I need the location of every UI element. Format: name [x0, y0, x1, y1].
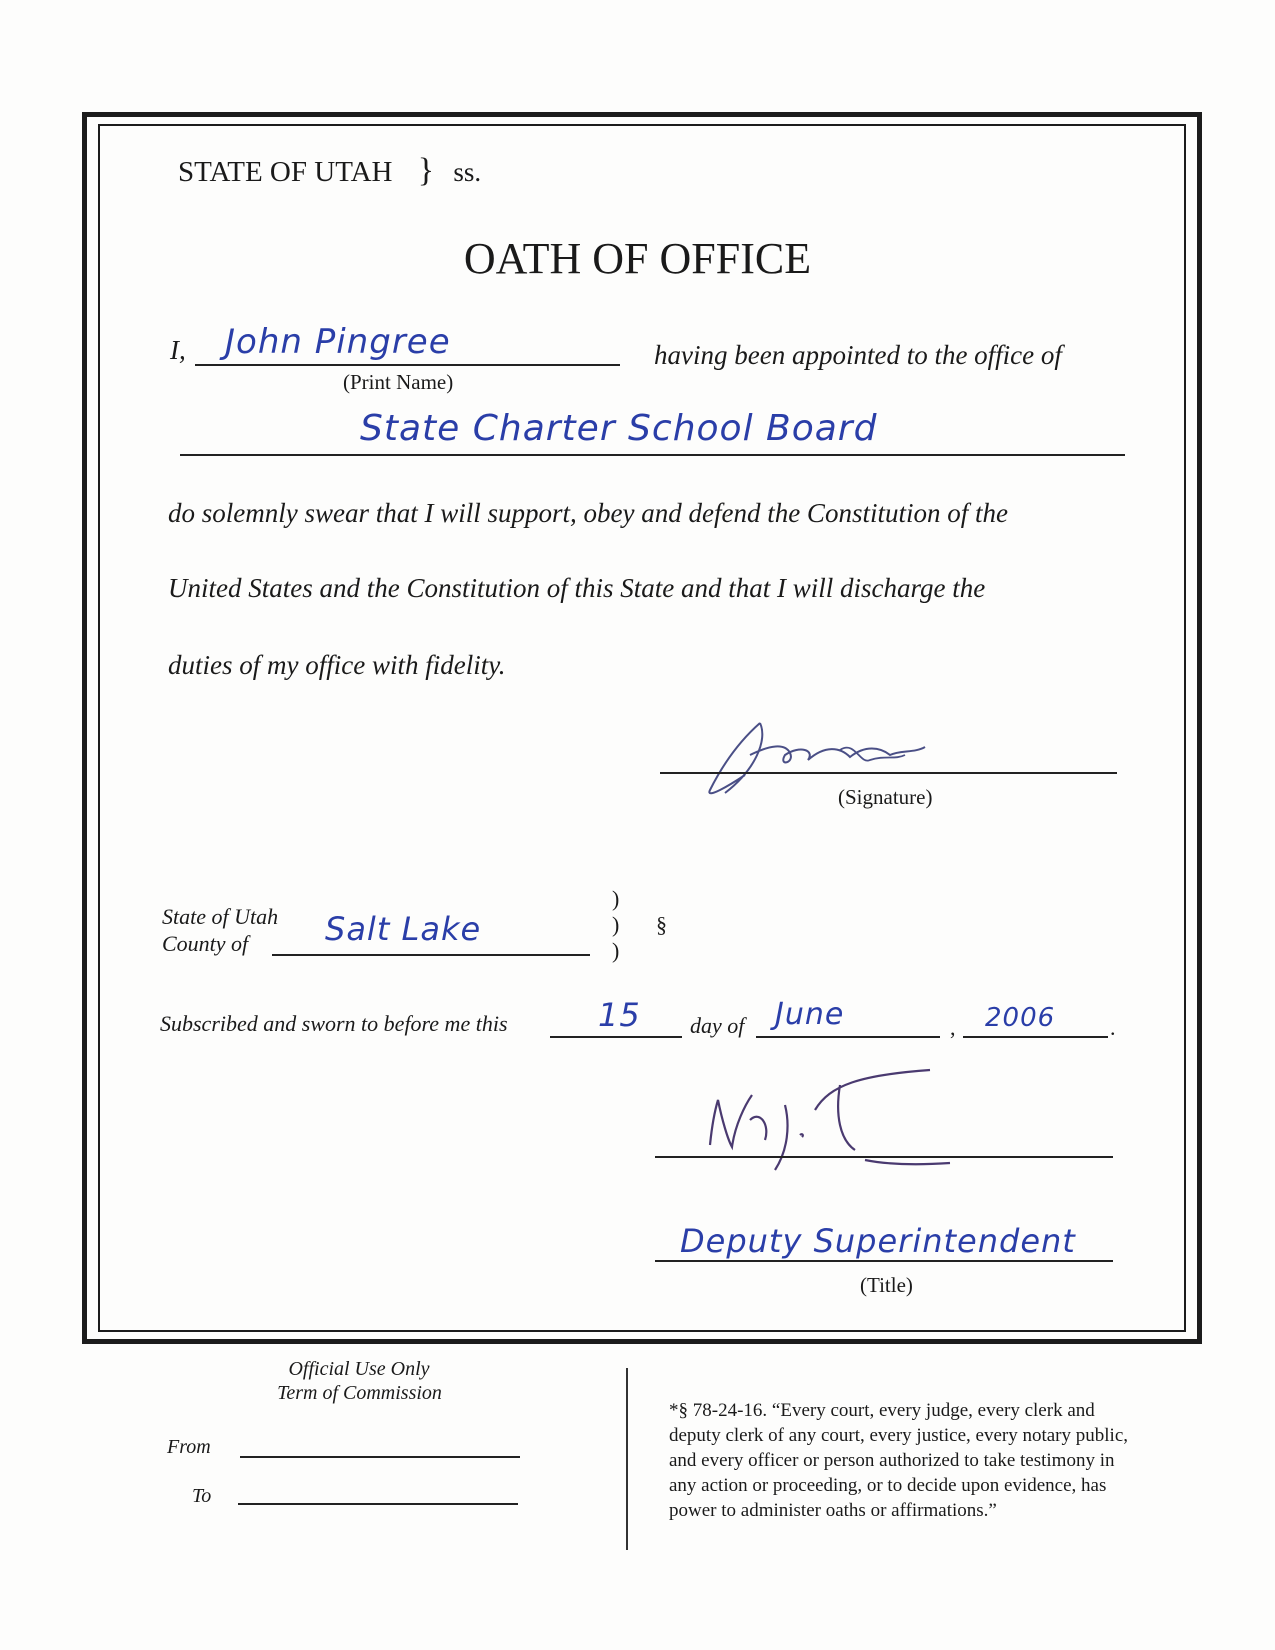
- page-title: OATH OF OFFICE: [463, 234, 812, 283]
- date-comma: ,: [950, 1015, 956, 1040]
- subscribed-text: Subscribed and sworn to before me this: [160, 1011, 508, 1036]
- title-line: [655, 1260, 1113, 1262]
- month-value: June: [775, 997, 845, 1032]
- from-label: From: [167, 1436, 211, 1458]
- day-line: [550, 1036, 682, 1038]
- to-line: [238, 1503, 518, 1505]
- print-name-value: John Pingree: [225, 322, 451, 362]
- date-period: .: [1110, 1015, 1116, 1040]
- state-label: STATE OF UTAH: [178, 156, 393, 188]
- oath-line-1: do solemnly swear that I will support, obey and defend the Constitution of the: [168, 498, 1008, 528]
- oath-prefix: I,: [170, 335, 186, 365]
- jurat-county-label: County of: [162, 931, 249, 956]
- month-line: [756, 1036, 940, 1038]
- print-name-caption: (Print Name): [343, 370, 454, 394]
- title-caption: (Title): [860, 1273, 913, 1297]
- year-line: [963, 1036, 1108, 1038]
- county-value: Salt Lake: [325, 910, 482, 948]
- statute-line-2: deputy clerk of any court, every justice, every notary public,: [669, 1425, 1128, 1446]
- form-border-inner: [98, 124, 1186, 1332]
- section-divider: [626, 1368, 628, 1550]
- signature-caption: (Signature): [838, 785, 933, 809]
- year-value: 2006: [985, 1003, 1056, 1033]
- statute-line-3: and every officer or person authorized to take testimony in: [669, 1450, 1115, 1471]
- statute-line-5: power to administer oaths or affirmations.”: [669, 1500, 997, 1521]
- paren-1: ): [612, 886, 620, 911]
- officer-signature-image: [690, 1065, 1010, 1185]
- office-line: [180, 454, 1125, 456]
- paren-2: ): [612, 912, 620, 937]
- statute-text: [669, 1398, 1128, 1523]
- statute-line-4: any action or proceeding, or to decide upon evidence, has: [669, 1475, 1107, 1496]
- statute-line-1: *§ 78-24-16. “Every court, every judge, every clerk and: [669, 1400, 1095, 1421]
- jurat-state-label: State of Utah: [162, 904, 279, 929]
- ss-label: ss.: [453, 157, 482, 187]
- to-label: To: [192, 1485, 212, 1507]
- oath-line-3: duties of my office with fidelity.: [168, 650, 506, 680]
- day-of-text: day of: [690, 1013, 745, 1038]
- section-symbol: §: [656, 912, 667, 937]
- appointed-text: having been appointed to the office of: [654, 340, 1062, 370]
- from-line: [240, 1456, 520, 1458]
- signature-line: [660, 772, 1117, 774]
- state-header: [178, 152, 481, 190]
- day-value: 15: [598, 996, 641, 1034]
- title-value: Deputy Superintendent: [680, 1222, 1076, 1260]
- term-heading: Term of Commission: [277, 1382, 442, 1404]
- officer-signature-line: [655, 1156, 1113, 1158]
- official-use-heading: Official Use Only: [288, 1358, 430, 1380]
- county-line: [272, 954, 590, 956]
- print-name-line: [195, 364, 620, 366]
- paren-3: ): [612, 938, 620, 963]
- brace: }: [417, 152, 435, 189]
- oath-line-2: United States and the Constitution of this State and that I will discharge the: [168, 573, 986, 603]
- office-value: State Charter School Board: [360, 408, 878, 449]
